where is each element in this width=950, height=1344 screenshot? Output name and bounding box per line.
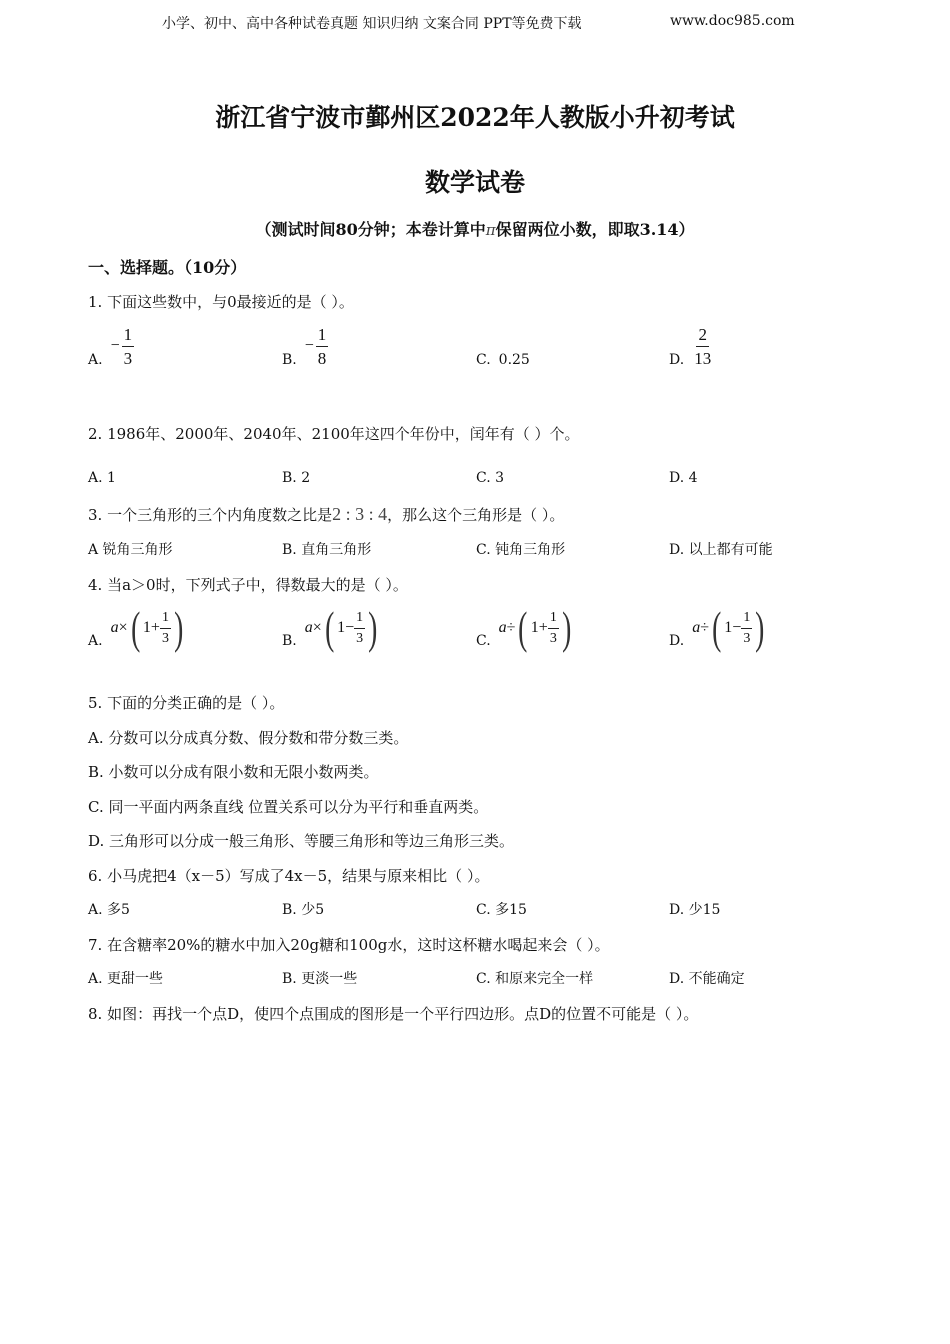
fraction <box>692 326 713 367</box>
expression <box>304 602 381 653</box>
denominator: 3 <box>549 630 557 646</box>
left-paren: ( <box>324 602 335 653</box>
option-letter: D. <box>669 633 685 649</box>
expression <box>110 602 187 653</box>
one: 1 <box>142 619 151 636</box>
right-paren: ) <box>368 602 378 653</box>
q7-option-a[interactable]: A. 更甜一些 <box>88 971 164 987</box>
variable-a: a <box>304 619 313 636</box>
plus-sign: + <box>538 619 548 636</box>
option-letter: A. <box>88 352 103 368</box>
minus-sign: − <box>110 337 120 354</box>
one: 1 <box>337 619 346 636</box>
option-letter: B. <box>282 352 297 368</box>
divide-sign: ÷ <box>506 619 516 636</box>
expression <box>692 602 767 653</box>
q5-option-b[interactable]: B. 小数可以分成有限小数和无限小数两类。 <box>88 763 379 781</box>
header-website[interactable]: www.doc985.com <box>670 13 795 29</box>
numerator: 1 <box>548 611 559 629</box>
numerator: 1 <box>160 611 171 629</box>
question-2: 2. 1986年、2000年、2040年、2100年这四个年份中，闰年有（ ）个。 <box>88 425 580 443</box>
q6-option-d[interactable]: D. 少15 <box>669 902 721 918</box>
q6-option-a[interactable]: A. 多5 <box>88 902 130 918</box>
option-letter: C. <box>476 633 491 649</box>
denominator: 3 <box>161 630 169 646</box>
q7-option-d[interactable]: D. 不能确定 <box>669 971 745 987</box>
plus-sign: + <box>150 619 160 636</box>
question-6: 6. 小马虎把4（x－5）写成了4x－5，结果与原来相比（ ）。 <box>88 867 490 885</box>
fraction <box>548 611 559 646</box>
variable-a: a <box>498 619 507 636</box>
q4-option-c[interactable] <box>476 602 574 653</box>
q4-option-d[interactable] <box>669 602 768 653</box>
right-paren: ) <box>755 602 765 653</box>
fraction <box>160 611 171 646</box>
one: 1 <box>530 619 539 636</box>
left-paren: ( <box>130 602 140 653</box>
exam-note <box>0 217 950 240</box>
q1-option-b[interactable] <box>282 324 328 368</box>
q3-text-after: ，那么这个三角形是（ ）。 <box>387 506 565 524</box>
denominator: 13 <box>694 348 712 368</box>
minus-sign: − <box>345 619 355 636</box>
numerator: 1 <box>354 611 365 629</box>
q5-option-a[interactable]: A. 分数可以分成真分数、假分数和带分数三类。 <box>88 729 409 747</box>
numerator: 1 <box>122 326 135 347</box>
q1-option-a[interactable] <box>88 324 134 368</box>
denominator: 3 <box>356 630 364 646</box>
numerator: 2 <box>696 326 709 347</box>
q7-option-c[interactable]: C. 和原来完全一样 <box>476 971 594 987</box>
q2-option-b[interactable]: B. 2 <box>282 470 311 486</box>
q3-option-a[interactable]: A 锐角三角形 <box>88 542 173 558</box>
minus-sign: − <box>732 619 742 636</box>
question-5: 5. 下面的分类正确的是（ ）。 <box>88 694 285 712</box>
q2-option-c[interactable]: C. 3 <box>476 470 505 486</box>
note-after: 保留两位小数，即取3.14） <box>495 220 695 239</box>
q1-option-d[interactable] <box>669 324 713 368</box>
q2-option-a[interactable]: A. 1 <box>88 470 116 486</box>
question-8: 8. 如图：再找一个点D，使四个点围成的图形是一个平行四边形。点D的位置不可能是（ ）。 <box>88 1005 699 1023</box>
section-heading: 一、选择题。（10分） <box>88 258 247 277</box>
variable-a: a <box>110 619 119 636</box>
exam-subtitle: 数学试卷 <box>424 168 525 197</box>
header-links: 小学、初中、高中各种试卷真题 知识归纳 文案合同 PPT等免费下载 <box>162 16 582 32</box>
option-letter: B. <box>282 633 297 649</box>
expression <box>498 602 574 653</box>
q1-option-c[interactable] <box>476 352 530 368</box>
option-letter: A. <box>88 633 103 649</box>
minus-sign: − <box>304 337 314 354</box>
left-paren: ( <box>712 602 722 653</box>
times-sign: × <box>118 619 128 636</box>
one: 1 <box>724 619 733 636</box>
q7-option-b[interactable]: B. 更淡一些 <box>282 971 358 987</box>
ratio-expression: 2 : 3 : 4 <box>332 504 388 524</box>
fraction <box>316 326 329 367</box>
right-paren: ) <box>174 602 184 653</box>
numerator: 1 <box>741 611 752 629</box>
option-letter: D. <box>669 352 685 368</box>
denominator: 3 <box>123 348 133 368</box>
denominator: 8 <box>317 348 327 368</box>
fraction <box>122 326 135 367</box>
question-4: 4. 当a＞0时，下列式子中，得数最大的是（ ）。 <box>88 576 408 594</box>
variable-a: a <box>692 619 701 636</box>
left-paren: ( <box>518 602 528 653</box>
q3-option-d[interactable]: D. 以上都有可能 <box>669 542 773 558</box>
q4-option-a[interactable] <box>88 602 186 653</box>
q2-option-d[interactable]: D. 4 <box>669 470 698 486</box>
times-sign: × <box>312 619 322 636</box>
q6-option-b[interactable]: B. 少5 <box>282 902 325 918</box>
q4-option-b[interactable] <box>282 602 380 653</box>
fraction <box>741 611 752 646</box>
decimal-value: 0.25 <box>498 352 530 368</box>
q6-option-c[interactable]: C. 多15 <box>476 902 527 918</box>
note-before: （测试时间80分钟；本卷计算中 <box>255 220 486 239</box>
q3-option-b[interactable]: B. 直角三角形 <box>282 542 372 558</box>
option-letter: C. <box>476 352 491 368</box>
right-paren: ) <box>561 602 572 653</box>
fraction <box>354 611 365 646</box>
q3-text-before: 3. 一个三角形的三个内角度数之比是 <box>88 506 333 524</box>
q3-option-c[interactable]: C. 钝角三角形 <box>476 542 566 558</box>
denominator: 3 <box>743 630 751 646</box>
pi-symbol: π <box>485 221 496 239</box>
q5-option-d[interactable]: D. 三角形可以分成一般三角形、等腰三角形和等边三角形三类。 <box>88 832 515 850</box>
divide-sign: ÷ <box>700 619 709 636</box>
question-3 <box>88 504 564 525</box>
question-1: 1. 下面这些数中，与0最接近的是（ ）。 <box>88 293 354 311</box>
exam-title: 浙江省宁波市鄞州区2022年人教版小升初考试 <box>215 103 735 132</box>
question-7: 7. 在含糖率20%的糖水中加入20g糖和100g水，这时这杯糖水喝起来会（ ）。 <box>88 936 610 954</box>
numerator: 1 <box>316 326 329 347</box>
q5-option-c[interactable]: C. 同一平面内两条直线 位置关系可以分为平行和垂直两类。 <box>88 798 489 816</box>
